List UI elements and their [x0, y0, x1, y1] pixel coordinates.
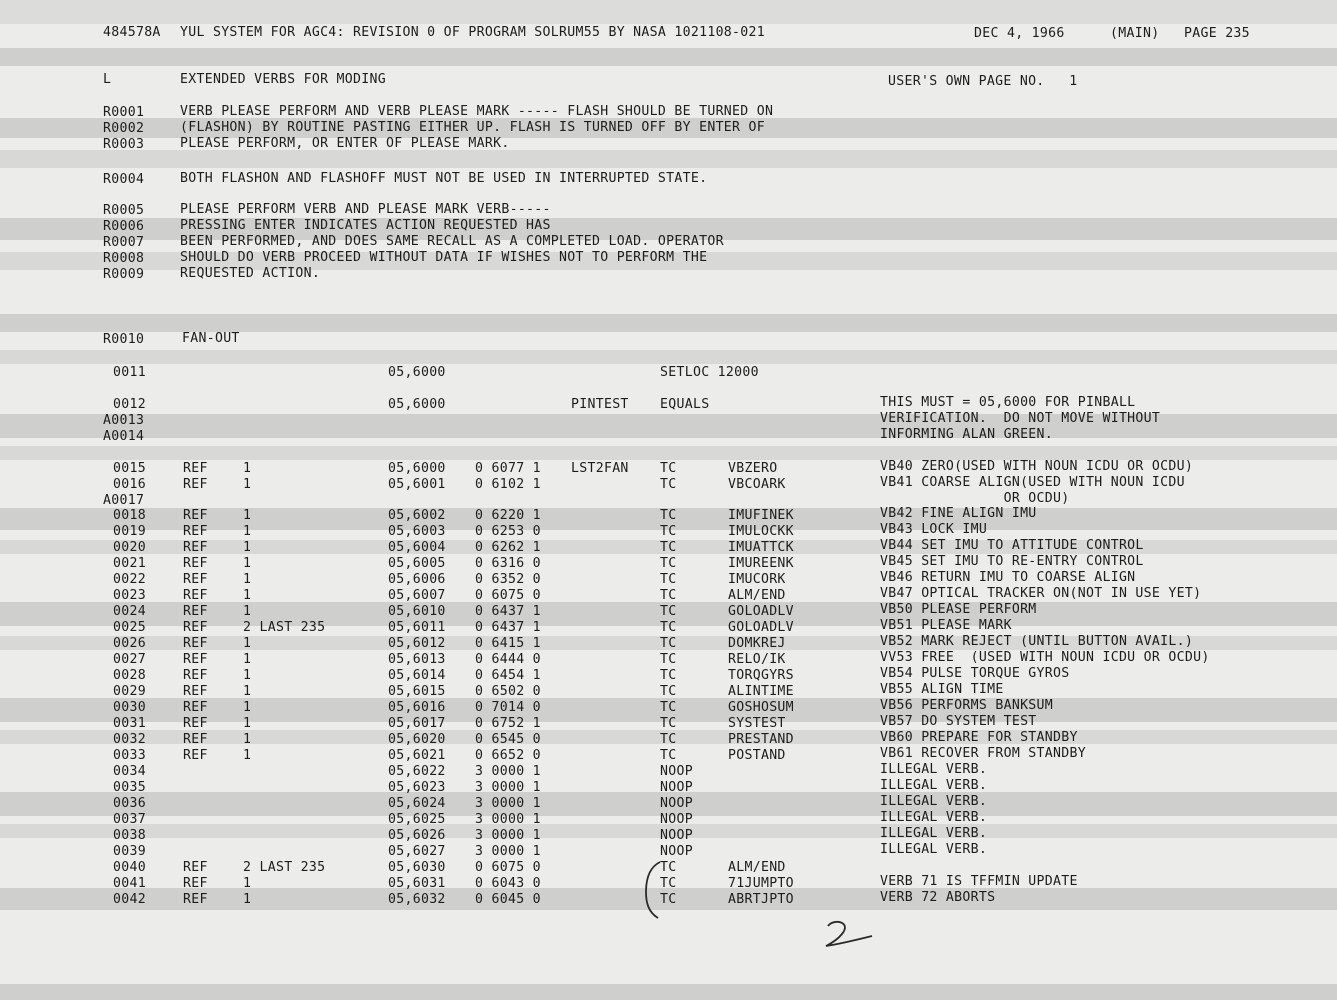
line-number: 0032 [113, 732, 146, 747]
octal-word: 0 6652 0 [475, 748, 541, 763]
address: 05,6000 [388, 397, 446, 412]
operand: RELO/IK [728, 652, 786, 667]
ref-tag: REF [183, 892, 208, 907]
octal-word: 0 6415 1 [475, 636, 541, 651]
operand: IMUFINEK [728, 508, 794, 523]
line-number: R0003 [103, 137, 145, 152]
ref-tag: REF [183, 652, 208, 667]
operand: ALINTIME [728, 684, 794, 699]
ref-tag: REF [183, 668, 208, 683]
comment: VB57 DO SYSTEM TEST [880, 714, 1037, 729]
line-number: 0027 [113, 652, 146, 667]
opcode: TC [660, 588, 677, 603]
comment: VB44 SET IMU TO ATTITUDE CONTROL [880, 538, 1144, 553]
address: 05,6016 [388, 700, 446, 715]
line-number: R0001 [103, 105, 145, 120]
comment: VB61 RECOVER FROM STANDBY [880, 746, 1086, 761]
ref-count: 1 [243, 572, 252, 587]
comment: VB56 PERFORMS BANKSUM [880, 698, 1054, 713]
ref-tag: REF [183, 636, 208, 651]
address: 05,6012 [388, 636, 446, 651]
line-number: 0042 [113, 892, 146, 907]
octal-word: 0 6502 0 [475, 684, 541, 699]
octal-word: 0 6075 0 [475, 588, 541, 603]
line-number: R0006 [103, 219, 145, 234]
opcode: NOOP [660, 796, 693, 811]
remark-text: PRESSING ENTER INDICATES ACTION REQUESTED HAS [180, 218, 551, 233]
label: LST2FAN [571, 461, 629, 476]
system-title: YUL SYSTEM FOR AGC4: REVISION 0 OF PROGRAM SOLRUM55 BY NASA 1021108-021 [180, 25, 766, 40]
opcode: TC [660, 524, 677, 539]
octal-word: 0 6437 1 [475, 604, 541, 619]
comment: VERIFICATION. DO NOT MOVE WITHOUT [880, 411, 1161, 426]
ref-count: 1 [243, 508, 252, 523]
operand: SYSTEST [728, 716, 786, 731]
pen-bracket-mark [640, 858, 666, 922]
line-number: R0008 [103, 251, 145, 266]
ref-count: 1 [243, 892, 252, 907]
paper-band [0, 314, 1337, 332]
line-number: 0041 [113, 876, 146, 891]
paper-band [0, 350, 1337, 364]
ref-tag: REF [183, 588, 208, 603]
octal-word: 0 6752 1 [475, 716, 541, 731]
comment: VB40 ZERO(USED WITH NOUN ICDU OR OCDU) [880, 459, 1194, 474]
opcode: TC [660, 684, 677, 699]
line-number: A0017 [103, 493, 145, 508]
address: 05,6030 [388, 860, 446, 875]
remark-text: FAN-OUT [182, 331, 240, 346]
address: 05,6014 [388, 668, 446, 683]
opcode: TC [660, 860, 677, 875]
paper-band [0, 48, 1337, 66]
octal-word: 0 6253 0 [475, 524, 541, 539]
comment: VB47 OPTICAL TRACKER ON(NOT IN USE YET) [880, 586, 1202, 601]
operand: GOLOADLV [728, 604, 794, 619]
line-number: 0028 [113, 668, 146, 683]
ref-tag: REF [183, 700, 208, 715]
operand: GOLOADLV [728, 620, 794, 635]
ref-tag: REF [183, 477, 208, 492]
line-number: A0013 [103, 413, 145, 428]
octal-word: 3 0000 1 [475, 828, 541, 843]
opcode: TC [660, 876, 677, 891]
octal-word: 0 6316 0 [475, 556, 541, 571]
ref-tag: REF [183, 556, 208, 571]
remark-text: VERB PLEASE PERFORM AND VERB PLEASE MARK ----- FLASH SHOULD BE TURNED ON [180, 104, 774, 119]
line-number: R0005 [103, 203, 145, 218]
octal-word: 0 6262 1 [475, 540, 541, 555]
opcode: TC [660, 604, 677, 619]
operand: PRESTAND [728, 732, 794, 747]
line-number: R0010 [103, 332, 145, 347]
comment: VB42 FINE ALIGN IMU [880, 506, 1037, 521]
address: 05,6021 [388, 748, 446, 763]
line-number: 0025 [113, 620, 146, 635]
line-number: 0012 [113, 397, 146, 412]
comment: VERB 72 ABORTS [880, 890, 996, 905]
line-number: 0026 [113, 636, 146, 651]
address: 05,6010 [388, 604, 446, 619]
address: 05,6027 [388, 844, 446, 859]
ref-tag: REF [183, 876, 208, 891]
ref-count: 1 [243, 876, 252, 891]
ref-count: 1 [243, 684, 252, 699]
opcode: TC [660, 540, 677, 555]
ref-count: 1 [243, 700, 252, 715]
operand: TORQGYRS [728, 668, 794, 683]
ref-count: 1 [243, 652, 252, 667]
opcode: TC [660, 732, 677, 747]
opcode: TC [660, 716, 677, 731]
opcode: EQUALS [660, 397, 710, 412]
opcode: NOOP [660, 844, 693, 859]
line-number: 0030 [113, 700, 146, 715]
line-number: 0035 [113, 780, 146, 795]
line-number: 0020 [113, 540, 146, 555]
line-number: 0037 [113, 812, 146, 827]
octal-word: 3 0000 1 [475, 812, 541, 827]
opcode: NOOP [660, 828, 693, 843]
operand: ALM/END [728, 588, 786, 603]
address: 05,6020 [388, 732, 446, 747]
ref-count: 1 [243, 748, 252, 763]
remark-text: (FLASHON) BY ROUTINE PASTING EITHER UP. FLASH IS TURNED OFF BY ENTER OF [180, 120, 766, 135]
opcode: TC [660, 572, 677, 587]
ref-tag: REF [183, 620, 208, 635]
remark-text: BEEN PERFORMED, AND DOES SAME RECALL AS A COMPLETED LOAD. OPERATOR [180, 234, 724, 249]
octal-word: 0 6102 1 [475, 477, 541, 492]
print-date: DEC 4, 1966 [974, 26, 1065, 41]
remark-text: PLEASE PERFORM, OR ENTER OF PLEASE MARK. [180, 136, 510, 151]
octal-word: 0 6077 1 [475, 461, 541, 476]
octal-word: 0 7014 0 [475, 700, 541, 715]
operand: ABRTJPTO [728, 892, 794, 907]
log-tag: L [103, 72, 112, 87]
address: 05,6017 [388, 716, 446, 731]
remark-text: BOTH FLASHON AND FLASHOFF MUST NOT BE USED IN INTERRUPTED STATE. [180, 171, 708, 186]
opcode: NOOP [660, 780, 693, 795]
comment: ILLEGAL VERB. [880, 810, 988, 825]
ref-count: 1 [243, 732, 252, 747]
ref-tag: REF [183, 716, 208, 731]
line-number: A0014 [103, 429, 145, 444]
address: 05,6011 [388, 620, 446, 635]
operand: VBZERO [728, 461, 778, 476]
address: 05,6023 [388, 780, 446, 795]
ref-count: 1 [243, 668, 252, 683]
address: 05,6007 [388, 588, 446, 603]
octal-word: 3 0000 1 [475, 780, 541, 795]
paper-band [0, 150, 1337, 168]
address: 05,6015 [388, 684, 446, 699]
line-number: 0016 [113, 477, 146, 492]
operand: IMULOCKK [728, 524, 794, 539]
comment: VB50 PLEASE PERFORM [880, 602, 1037, 617]
comment: VB51 PLEASE MARK [880, 618, 1012, 633]
comment: VB41 COARSE ALIGN(USED WITH NOUN ICDU [880, 475, 1185, 490]
line-number: 0022 [113, 572, 146, 587]
comment: VB45 SET IMU TO RE-ENTRY CONTROL [880, 554, 1144, 569]
ref-count: 1 [243, 524, 252, 539]
octal-word: 0 6545 0 [475, 732, 541, 747]
opcode: TC [660, 668, 677, 683]
comment: VB46 RETURN IMU TO COARSE ALIGN [880, 570, 1136, 585]
opcode: TC [660, 508, 677, 523]
address: 05,6004 [388, 540, 446, 555]
label: PINTEST [571, 397, 629, 412]
handwritten-mark [812, 916, 878, 950]
octal-word: 3 0000 1 [475, 764, 541, 779]
octal-word: 0 6045 0 [475, 892, 541, 907]
opcode: TC [660, 636, 677, 651]
line-number: 0024 [113, 604, 146, 619]
comment: VERB 71 IS TFFMIN UPDATE [880, 874, 1078, 889]
ref-count: 1 [243, 461, 252, 476]
address: 05,6000 [388, 365, 446, 380]
opcode: NOOP [660, 812, 693, 827]
line-number: R0004 [103, 172, 145, 187]
operand: 71JUMPTO [728, 876, 794, 891]
line-number: 0023 [113, 588, 146, 603]
address: 05,6032 [388, 892, 446, 907]
line-number: 0033 [113, 748, 146, 763]
octal-word: 0 6043 0 [475, 876, 541, 891]
ref-tag: REF [183, 604, 208, 619]
remark-text: REQUESTED ACTION. [180, 266, 321, 281]
operand: VBCOARK [728, 477, 786, 492]
ref-count: 1 [243, 716, 252, 731]
paper-band [0, 984, 1337, 1000]
line-number: 0029 [113, 684, 146, 699]
comment: ILLEGAL VERB. [880, 762, 988, 777]
comment: VB55 ALIGN TIME [880, 682, 1004, 697]
section-title: EXTENDED VERBS FOR MODING [180, 72, 386, 87]
ref-tag: REF [183, 524, 208, 539]
address: 05,6005 [388, 556, 446, 571]
paper-band [0, 446, 1337, 460]
ref-count: 2 LAST 235 [243, 620, 326, 635]
ref-tag: REF [183, 461, 208, 476]
opcode: TC [660, 652, 677, 667]
address: 05,6024 [388, 796, 446, 811]
comment: OR OCDU) [880, 491, 1070, 506]
operand: GOSHOSUM [728, 700, 794, 715]
operand: IMUATTCK [728, 540, 794, 555]
remark-text: SHOULD DO VERB PROCEED WITHOUT DATA IF WISHES NOT TO PERFORM THE [180, 250, 708, 265]
comment: VB60 PREPARE FOR STANDBY [880, 730, 1078, 745]
ref-count: 1 [243, 604, 252, 619]
operand: ALM/END [728, 860, 786, 875]
opcode: TC [660, 748, 677, 763]
opcode: TC [660, 620, 677, 635]
address: 05,6001 [388, 477, 446, 492]
opcode: TC [660, 556, 677, 571]
line-number: 0011 [113, 365, 146, 380]
comment: INFORMING ALAN GREEN. [880, 427, 1054, 442]
octal-word: 0 6454 1 [475, 668, 541, 683]
ref-count: 1 [243, 540, 252, 555]
line-number: R0009 [103, 267, 145, 282]
remark-text: PLEASE PERFORM VERB AND PLEASE MARK VERB----- [180, 202, 551, 217]
ref-tag: REF [183, 748, 208, 763]
paper-band [0, 0, 1337, 24]
comment: ILLEGAL VERB. [880, 842, 988, 857]
opcode: NOOP [660, 764, 693, 779]
address: 05,6026 [388, 828, 446, 843]
line-number: 0036 [113, 796, 146, 811]
operand: IMUREENK [728, 556, 794, 571]
opcode: TC [660, 477, 677, 492]
ref-tag: REF [183, 540, 208, 555]
octal-word: 3 0000 1 [475, 796, 541, 811]
octal-word: 0 6352 0 [475, 572, 541, 587]
comment: VB54 PULSE TORQUE GYROS [880, 666, 1070, 681]
line-number: 0040 [113, 860, 146, 875]
address: 05,6003 [388, 524, 446, 539]
operand: DOMKREJ [728, 636, 786, 651]
line-number: 0038 [113, 828, 146, 843]
line-number: 0018 [113, 508, 146, 523]
ref-tag: REF [183, 572, 208, 587]
ref-count: 1 [243, 556, 252, 571]
opcode: TC [660, 700, 677, 715]
address: 05,6022 [388, 764, 446, 779]
line-number: 0039 [113, 844, 146, 859]
job-number: 484578A [103, 25, 161, 40]
address: 05,6000 [388, 461, 446, 476]
octal-word: 0 6220 1 [475, 508, 541, 523]
comment: THIS MUST = 05,6000 FOR PINBALL [880, 395, 1136, 410]
line-number: R0007 [103, 235, 145, 250]
line-number: 0021 [113, 556, 146, 571]
ref-tag: REF [183, 860, 208, 875]
comment: VV53 FREE (USED WITH NOUN ICDU OR OCDU) [880, 650, 1210, 665]
comment: VB43 LOCK IMU [880, 522, 988, 537]
line-number: R0002 [103, 121, 145, 136]
address: 05,6006 [388, 572, 446, 587]
octal-word: 0 6075 0 [475, 860, 541, 875]
address: 05,6002 [388, 508, 446, 523]
ref-count: 1 [243, 636, 252, 651]
comment: ILLEGAL VERB. [880, 794, 988, 809]
section-tag: (MAIN) [1110, 26, 1160, 41]
octal-word: 3 0000 1 [475, 844, 541, 859]
ref-tag: REF [183, 684, 208, 699]
octal-word: 0 6437 1 [475, 620, 541, 635]
opcode: TC [660, 461, 677, 476]
users-page-number: USER'S OWN PAGE NO. 1 [888, 74, 1078, 89]
address: 05,6031 [388, 876, 446, 891]
line-number: 0031 [113, 716, 146, 731]
ref-tag: REF [183, 732, 208, 747]
page-number: PAGE 235 [1184, 26, 1250, 41]
comment: VB52 MARK REJECT (UNTIL BUTTON AVAIL.) [880, 634, 1194, 649]
line-number: 0015 [113, 461, 146, 476]
comment: ILLEGAL VERB. [880, 826, 988, 841]
comment: ILLEGAL VERB. [880, 778, 988, 793]
ref-tag: REF [183, 508, 208, 523]
octal-word: 0 6444 0 [475, 652, 541, 667]
address: 05,6013 [388, 652, 446, 667]
opcode: TC [660, 892, 677, 907]
address: 05,6025 [388, 812, 446, 827]
ref-count: 1 [243, 477, 252, 492]
operand: POSTAND [728, 748, 786, 763]
opcode: SETLOC 12000 [660, 365, 759, 380]
line-number: 0019 [113, 524, 146, 539]
ref-count: 2 LAST 235 [243, 860, 326, 875]
operand: IMUCORK [728, 572, 786, 587]
line-number: 0034 [113, 764, 146, 779]
ref-count: 1 [243, 588, 252, 603]
